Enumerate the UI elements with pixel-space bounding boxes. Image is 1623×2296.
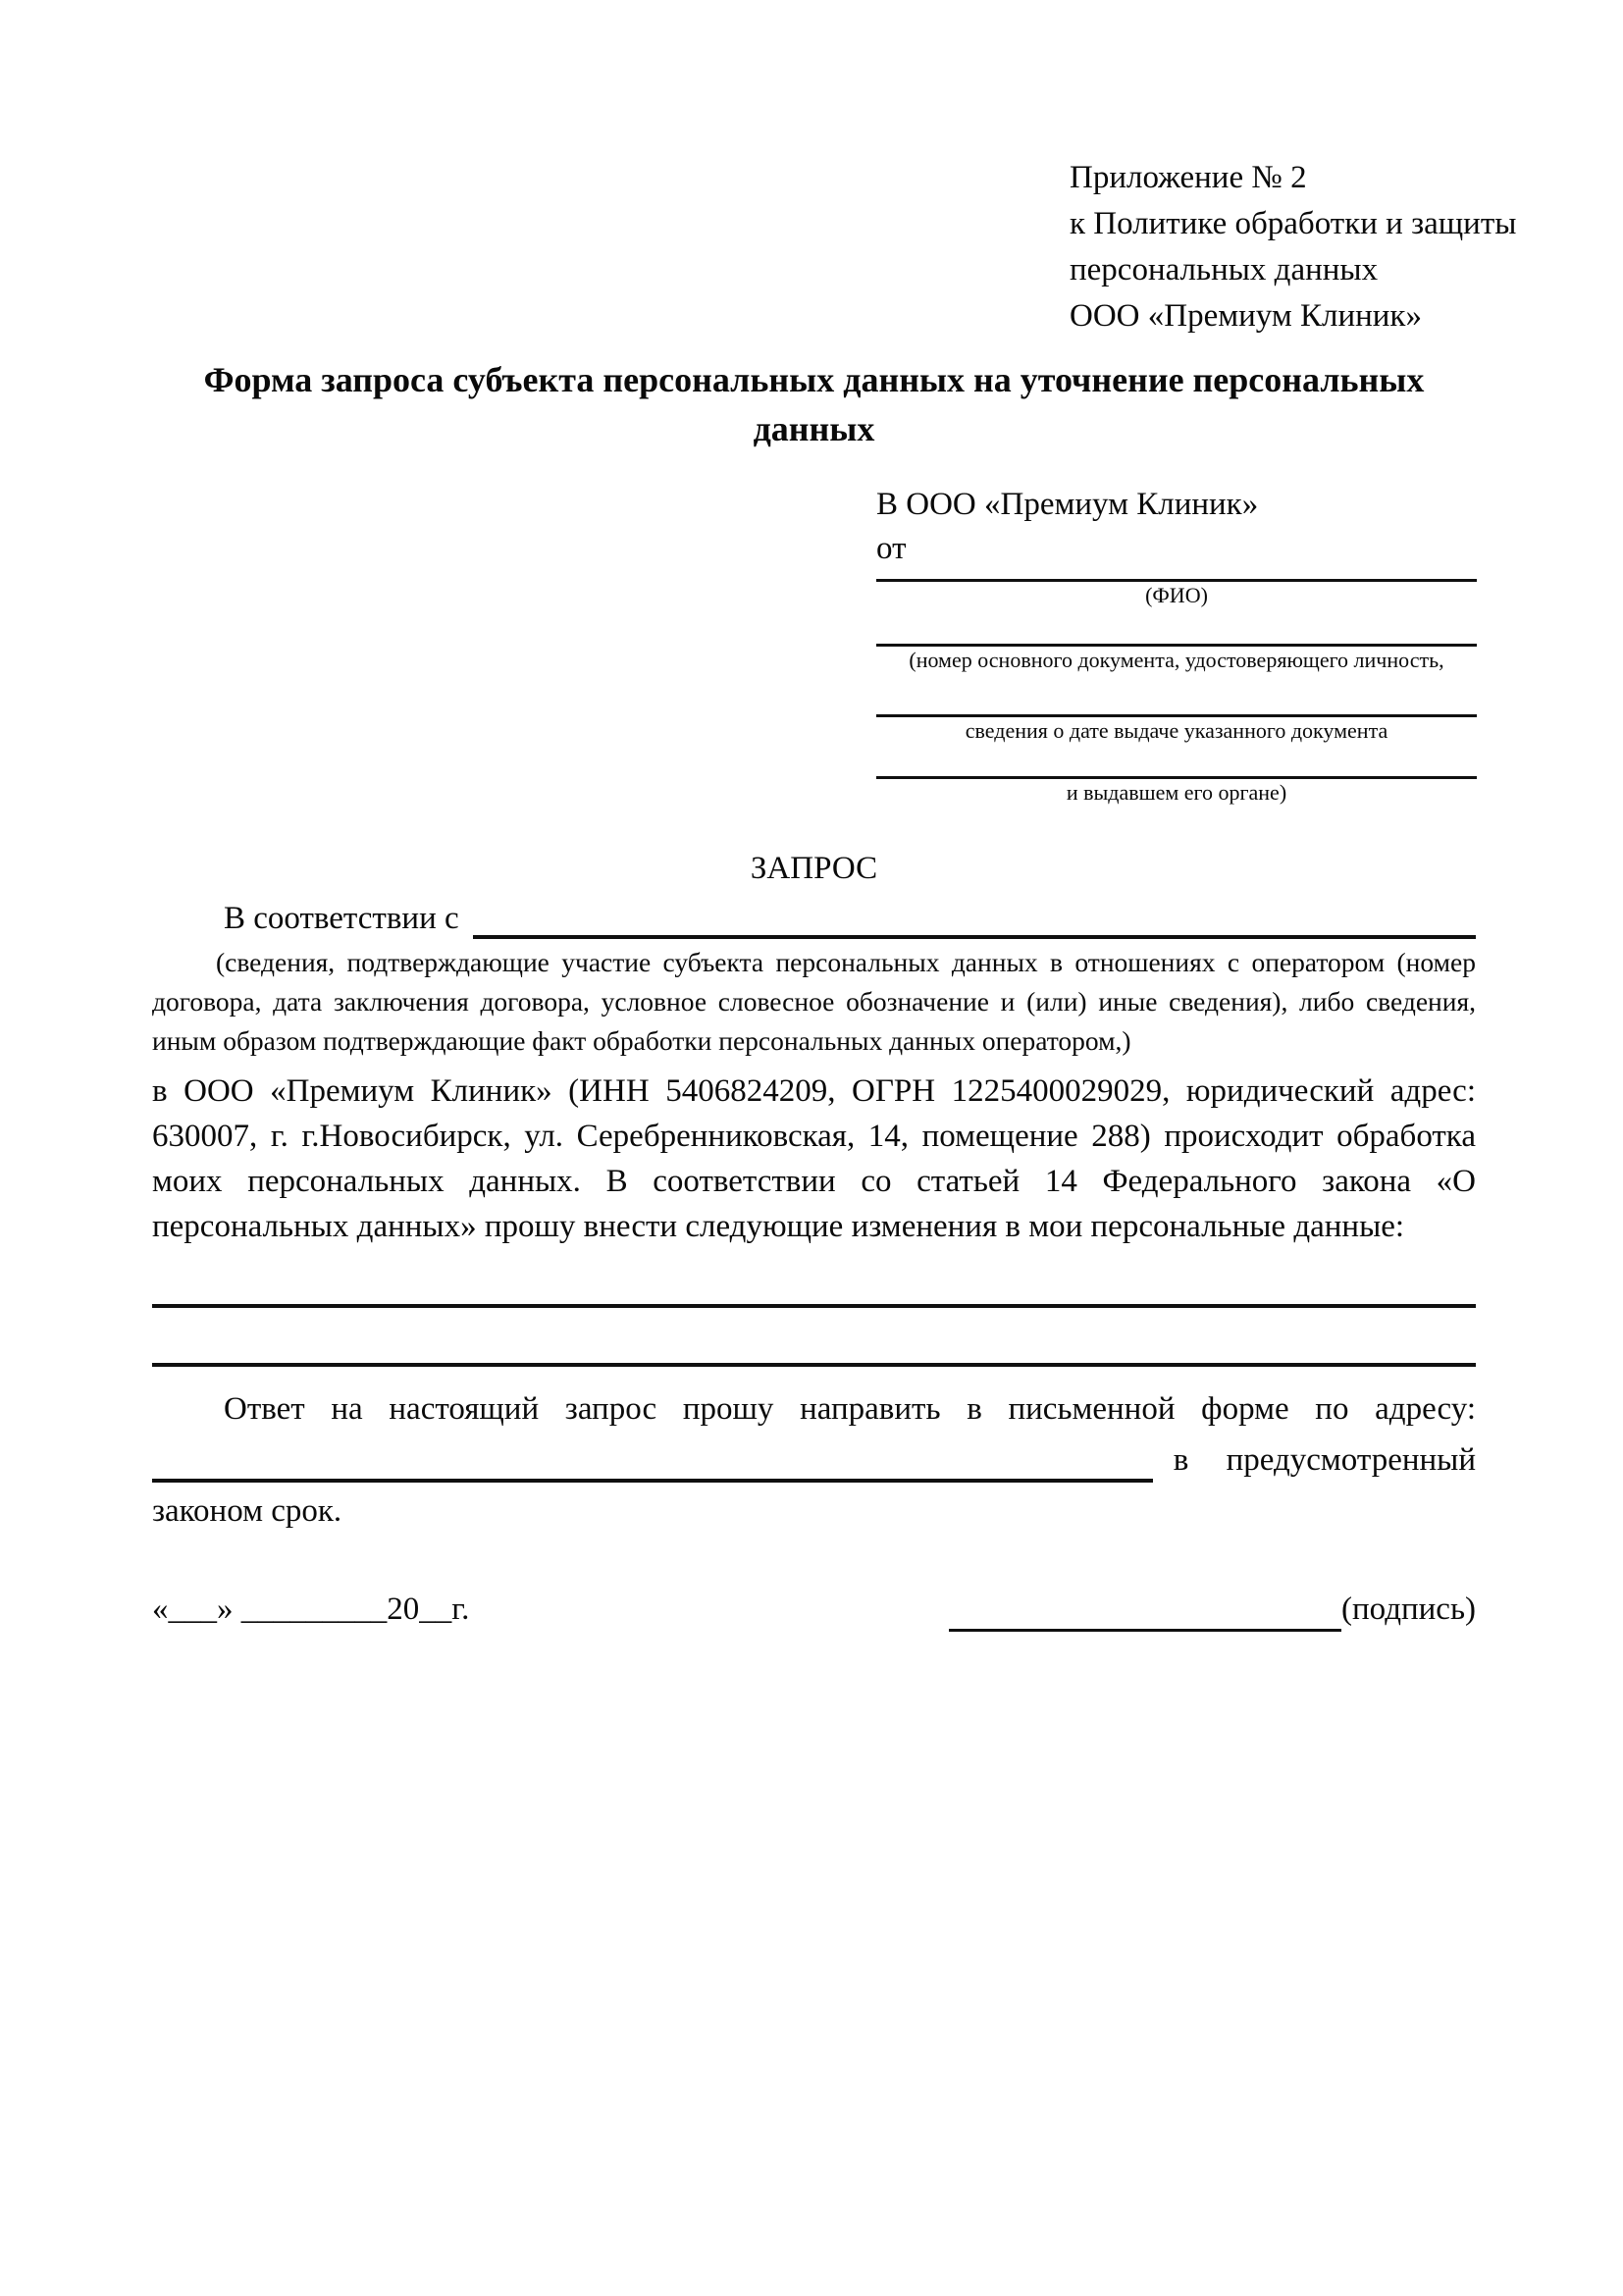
addressee-block — [876, 483, 1477, 806]
document-number-field-line — [876, 608, 1477, 647]
reply-paragraph — [152, 1386, 1476, 1534]
issuing-authority-field-line — [876, 744, 1477, 779]
form-title: Форма запроса субъекта персональных данных на уточнение персональных данных — [203, 360, 1425, 448]
appendix-header-line: к Политике обработки и защиты — [1070, 206, 1517, 241]
appendix-header-line: ООО «Премиум Клиник» — [1070, 298, 1422, 334]
from-label: от — [876, 531, 907, 566]
request-body: в ООО «Премиум Клиник» (ИНН 5406824209, ОГРН 1225400029029, юридический адрес: 630007, г. г.Новосибирск, ул. Серебренниковская, 14, помещение 288) происходит обработка моих персональных данных. В соответствии со статьей 14 Федерального закона «О персональных данных» прошу внести следующие изменения в мои персональные данные: — [152, 1073, 1476, 1244]
fio-field-line — [876, 571, 1477, 582]
reply-address-field-line — [152, 1439, 1153, 1483]
basis-footnote: (сведения, подтверждающие участие субъекта персональных данных в отношениях с оператором (номер договора, дата заключения договора, условное словесное обозначение и (или) иные сведения), либо сведения, иным образом подтверждающие факт обработки персональных данных оператором,) — [152, 947, 1476, 1056]
appendix-header — [1070, 155, 1517, 339]
reply-line-2 — [152, 1437, 1476, 1483]
addressee-organization: В ООО «Премиум Клиник» — [876, 487, 1259, 522]
appendix-header-line: Приложение № 2 — [1070, 160, 1307, 195]
issuing-authority-caption: и выдавшем его органе) — [1066, 780, 1287, 805]
date-field: «___» _________20__г. — [152, 1592, 470, 1627]
issue-date-caption: сведения о дате выдаче указанного документа — [965, 718, 1388, 743]
changes-field-line-2 — [152, 1308, 1476, 1367]
basis-line — [152, 898, 1476, 939]
reply-suffix: в предусмотренный — [1173, 1442, 1476, 1478]
signature-block — [949, 1587, 1476, 1632]
basis-label: В соответствии с — [224, 901, 459, 936]
changes-field-line-1 — [152, 1249, 1476, 1308]
basis-field-line — [473, 898, 1476, 939]
request-heading: ЗАПРОС — [750, 851, 878, 886]
signature-caption: (подпись) — [1341, 1592, 1476, 1627]
document-number-caption: (номер основного документа, удостоверяющего личность, — [909, 648, 1444, 672]
reply-tail: законом срок. — [152, 1493, 342, 1529]
reply-line-1: Ответ на настоящий запрос прошу направить в письменной форме по адресу: — [224, 1391, 1476, 1427]
date-signature-row — [152, 1587, 1476, 1632]
issue-date-field-line — [876, 673, 1477, 717]
appendix-header-line: персональных данных — [1070, 252, 1379, 287]
signature-field-line — [949, 1590, 1341, 1632]
fio-caption: (ФИО) — [1145, 583, 1208, 607]
